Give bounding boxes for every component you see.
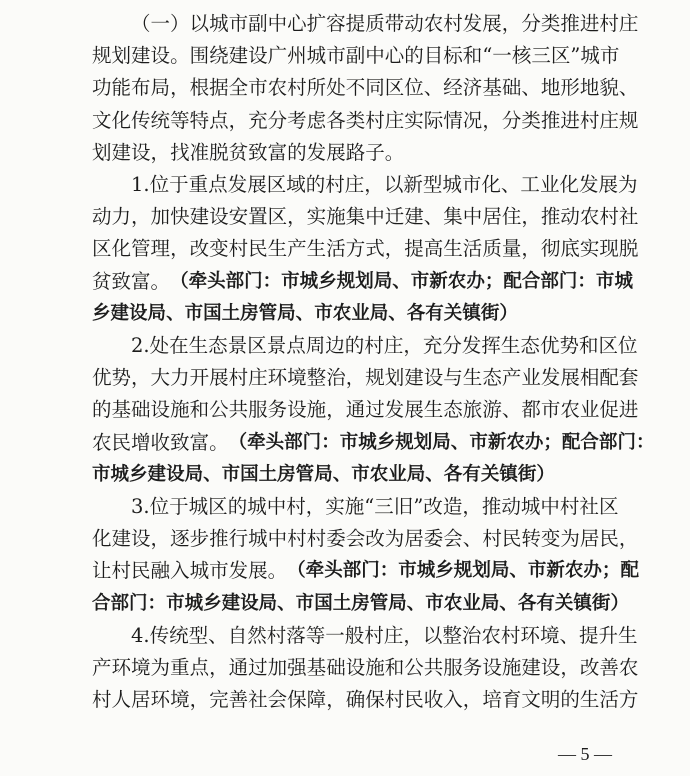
text-line: 的 基 础 设 施 和 公 共 服 务 设 施 ， 通 过 发 展 生 态 旅 游 、 都 市 农 业 促 进 [92, 398, 639, 422]
text-line: 优 势 ， 大 力 开 展 村 庄 环 境 整 治 ， 规 划 建 设 与 生 态 产 业 发 展 相 配 套 [92, 366, 639, 390]
text-line: 区 化 管 理 ， 改 变 村 民 生 产 生 活 方 式 ， 提 高 生 活 质 量 ， 彻 底 实 现 脱 [92, 237, 639, 261]
text-line: 3 . 位 于 城 区 的 城 中 村 ， 实 施 “ 三 旧 ” 改 造 ， 推 动 城 中 村 社 区 [131, 495, 619, 518]
text-line: 规 划 建 设 。 围 绕 建 设 广 州 城 市 副 中 心 的 目 标 和 “ 一 核 三 区 ” 城 市 [92, 44, 620, 68]
page-number: — 5 — [558, 744, 612, 764]
text-line: 文 化 传 统 等 特 点 ， 充 分 考 虑 各 类 村 庄 实 际 情 况 ， 分 类 推 进 村 庄 规 [92, 108, 639, 132]
text-line: 化 建 设 ， 逐 步 推 行 城 中 村 村 委 会 改 为 居 委 会 、 村 民 转 变 为 居 民 ， [92, 527, 639, 551]
text-line: 贫 致 富 。 （ 牵 头 部 门 ： 市 城 乡 规 划 局 、 市 新 农 办 ； 配 合 部 门 ： 市 城 [92, 269, 633, 293]
text-line: 市 城 乡 建 设 局 、 市 国 土 房 管 局 、 市 农 业 局 、 各 有 关 镇 街 ） [92, 463, 555, 485]
text-line: 动 力 ， 加 快 建 设 安 置 区 ， 实 施 集 中 迁 建 、 集 中 居 住 ， 推 动 农 村 社 [92, 205, 639, 229]
text-line: 村 人 居 环 境 ， 完 善 社 会 保 障 ， 确 保 村 民 收 入 ， 培 育 文 明 的 生 活 方 [92, 688, 639, 712]
text-line: 1 . 位 于 重 点 发 展 区 域 的 村 庄 ， 以 新 型 城 市 化 、 工 业 化 发 展 为 [131, 173, 638, 196]
text-line: 4 . 传 统 型 、 自 然 村 落 等 一 般 村 庄 ， 以 整 治 农 村 环 境 、 提 升 生 [131, 623, 638, 647]
text-line: 产 环 境 为 重 点 ， 通 过 加 强 基 础 设 施 和 公 共 服 务 设 施 建 设 ， 改 善 农 [92, 656, 639, 679]
text-line: 农 民 增 收 致 富 。 （ 牵 头 部 门 ： 市 城 乡 规 划 局 、 市 新 农 办 ； 配 合 部 门 ： [92, 430, 655, 454]
text-line: 2 . 处 在 生 态 景 区 景 点 周 边 的 村 庄 ， 充 分 发 挥 生 态 优 势 和 区 位 [131, 334, 638, 357]
text-line: （ 一 ） 以 城 市 副 中 心 扩 容 提 质 带 动 农 村 发 展 ， 分 类 推 进 村 庄 [131, 12, 639, 35]
text-line: 功 能 布 局 ， 根 据 全 市 农 村 所 处 不 同 区 位 、 经 济 基 础 、 地 形 地 貌 、 [92, 76, 639, 100]
text-line: 乡 建 设 局 、 市 国 土 房 管 局 、 市 农 业 局 、 各 有 关 镇 街 ） [92, 302, 518, 324]
text-line: 合 部 门 ： 市 城 乡 建 设 局 、 市 国 土 房 管 局 、 市 农 业 局 、 各 有 关 镇 街 ） [92, 592, 629, 614]
text-line: 划 建 设 ， 找 准 脱 贫 致 富 的 发 展 路 子 。 [92, 140, 405, 164]
text-line: 让 村 民 融 入 城 市 发 展 。 （ 牵 头 部 门 ： 市 城 乡 规 划 局 、 市 新 农 办 ； 配 [92, 559, 639, 583]
